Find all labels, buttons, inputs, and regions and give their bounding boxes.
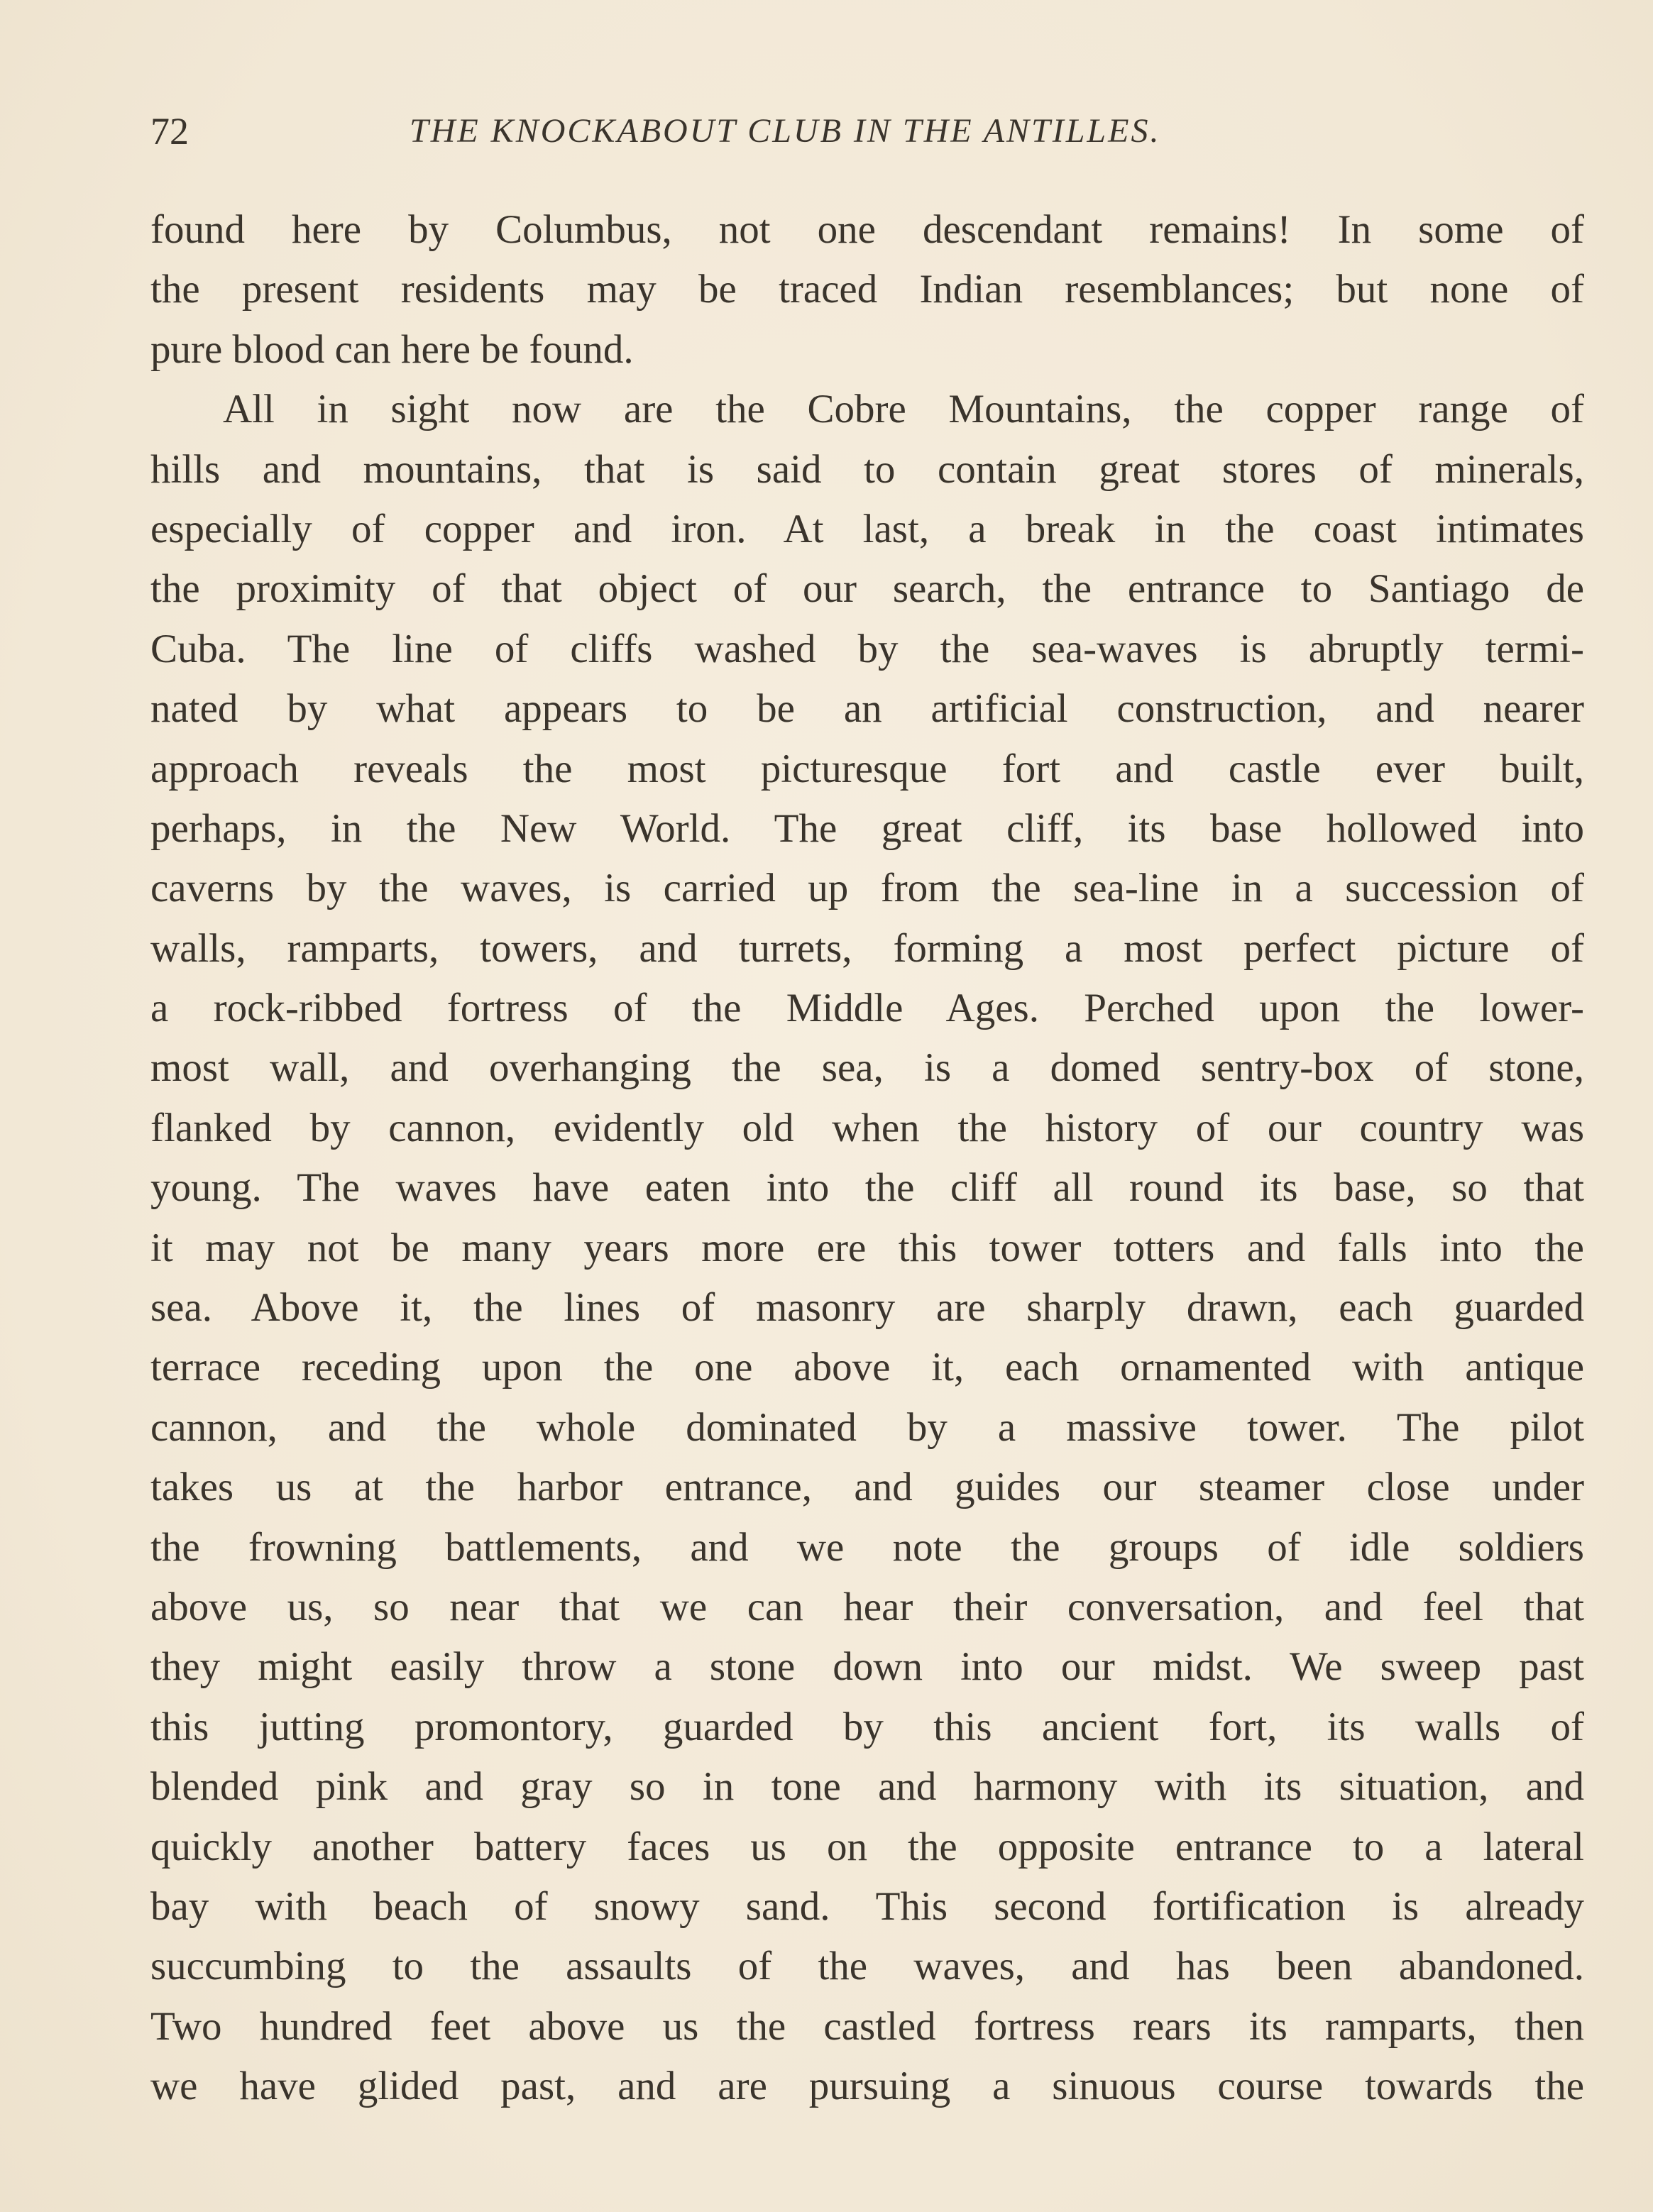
text-line: a rock-ribbed fortress of the Middle Ages. Perched upon the lower- <box>150 986 1584 1031</box>
text-line: we have glided past, and are pursuing a sinuous course towards the <box>150 2064 1584 2109</box>
paragraph-start-line: All in sight now are the Cobre Mountains, the copper range of <box>223 387 1584 432</box>
running-head <box>150 106 1336 156</box>
text-line: hills and mountains, that is said to contain great stores of minerals, <box>150 446 1584 492</box>
text-line: Two hundred feet above us the castled fortress rears its ramparts, then <box>150 2003 1584 2049</box>
text-line: Cuba. The line of cliffs washed by the sea-waves is abruptly termi- <box>150 626 1584 671</box>
text-line: quickly another battery faces us on the opposite entrance to a lateral <box>150 1824 1584 1869</box>
body-text <box>150 200 1584 2117</box>
text-line: pure blood can here be found. <box>150 326 634 372</box>
text-line: blended pink and gray so in tone and harmony with its situation, and <box>150 1764 1584 1810</box>
text-line: they might easily throw a stone down into our midst. We sweep past <box>150 1644 1584 1690</box>
text-line: especially of copper and iron. At last, a break in the coast intimates <box>150 506 1584 551</box>
text-line: terrace receding upon the one above it, each ornamented with antique <box>150 1345 1584 1390</box>
text-line: approach reveals the most picturesque fort and castle ever built, <box>150 746 1584 791</box>
page-number: 72 <box>150 110 189 153</box>
text-line: nated by what appears to be an artificial construction, and nearer <box>150 686 1584 732</box>
text-line: the frowning battlements, and we note the groups of idle soldiers <box>150 1524 1584 1570</box>
text-line: this jutting promontory, guarded by this ancient fort, its walls of <box>150 1704 1584 1749</box>
text-line: bay with beach of snowy sand. This second fortification is already <box>150 1883 1584 1929</box>
text-line: takes us at the harbor entrance, and guides our steamer close under <box>150 1465 1584 1510</box>
text-line: it may not be many years more ere this tower totters and falls into the <box>150 1225 1584 1270</box>
text-line: found here by Columbus, not one descendant remains! In some of <box>150 207 1584 252</box>
text-line: most wall, and overhanging the sea, is a domed sentry-box of stone, <box>150 1045 1584 1091</box>
text-line: succumbing to the assaults of the waves, and has been abandoned. <box>150 1944 1584 1989</box>
text-line: sea. Above it, the lines of masonry are sharply drawn, each guarded <box>150 1285 1584 1331</box>
text-line: the present residents may be traced Indian resemblances; but none of <box>150 267 1584 312</box>
text-line: young. The waves have eaten into the cliff all round its base, so that <box>150 1165 1584 1211</box>
text-line: walls, ramparts, towers, and turrets, forming a most perfect picture of <box>150 925 1584 971</box>
text-line: caverns by the waves, is carried up from the sea-line in a succession of <box>150 866 1584 911</box>
text-line: flanked by cannon, evidently old when the history of our country was <box>150 1105 1584 1150</box>
text-line: cannon, and the whole dominated by a massive tower. The pilot <box>150 1404 1584 1450</box>
text-line: perhaps, in the New World. The great cliff, its base hollowed into <box>150 805 1584 851</box>
running-title: THE KNOCKABOUT CLUB IN THE ANTILLES. <box>410 112 1161 150</box>
text-line: the proximity of that object of our search, the entrance to Santiago de <box>150 566 1584 612</box>
text-line: above us, so near that we can hear their conversation, and feel that <box>150 1584 1584 1629</box>
